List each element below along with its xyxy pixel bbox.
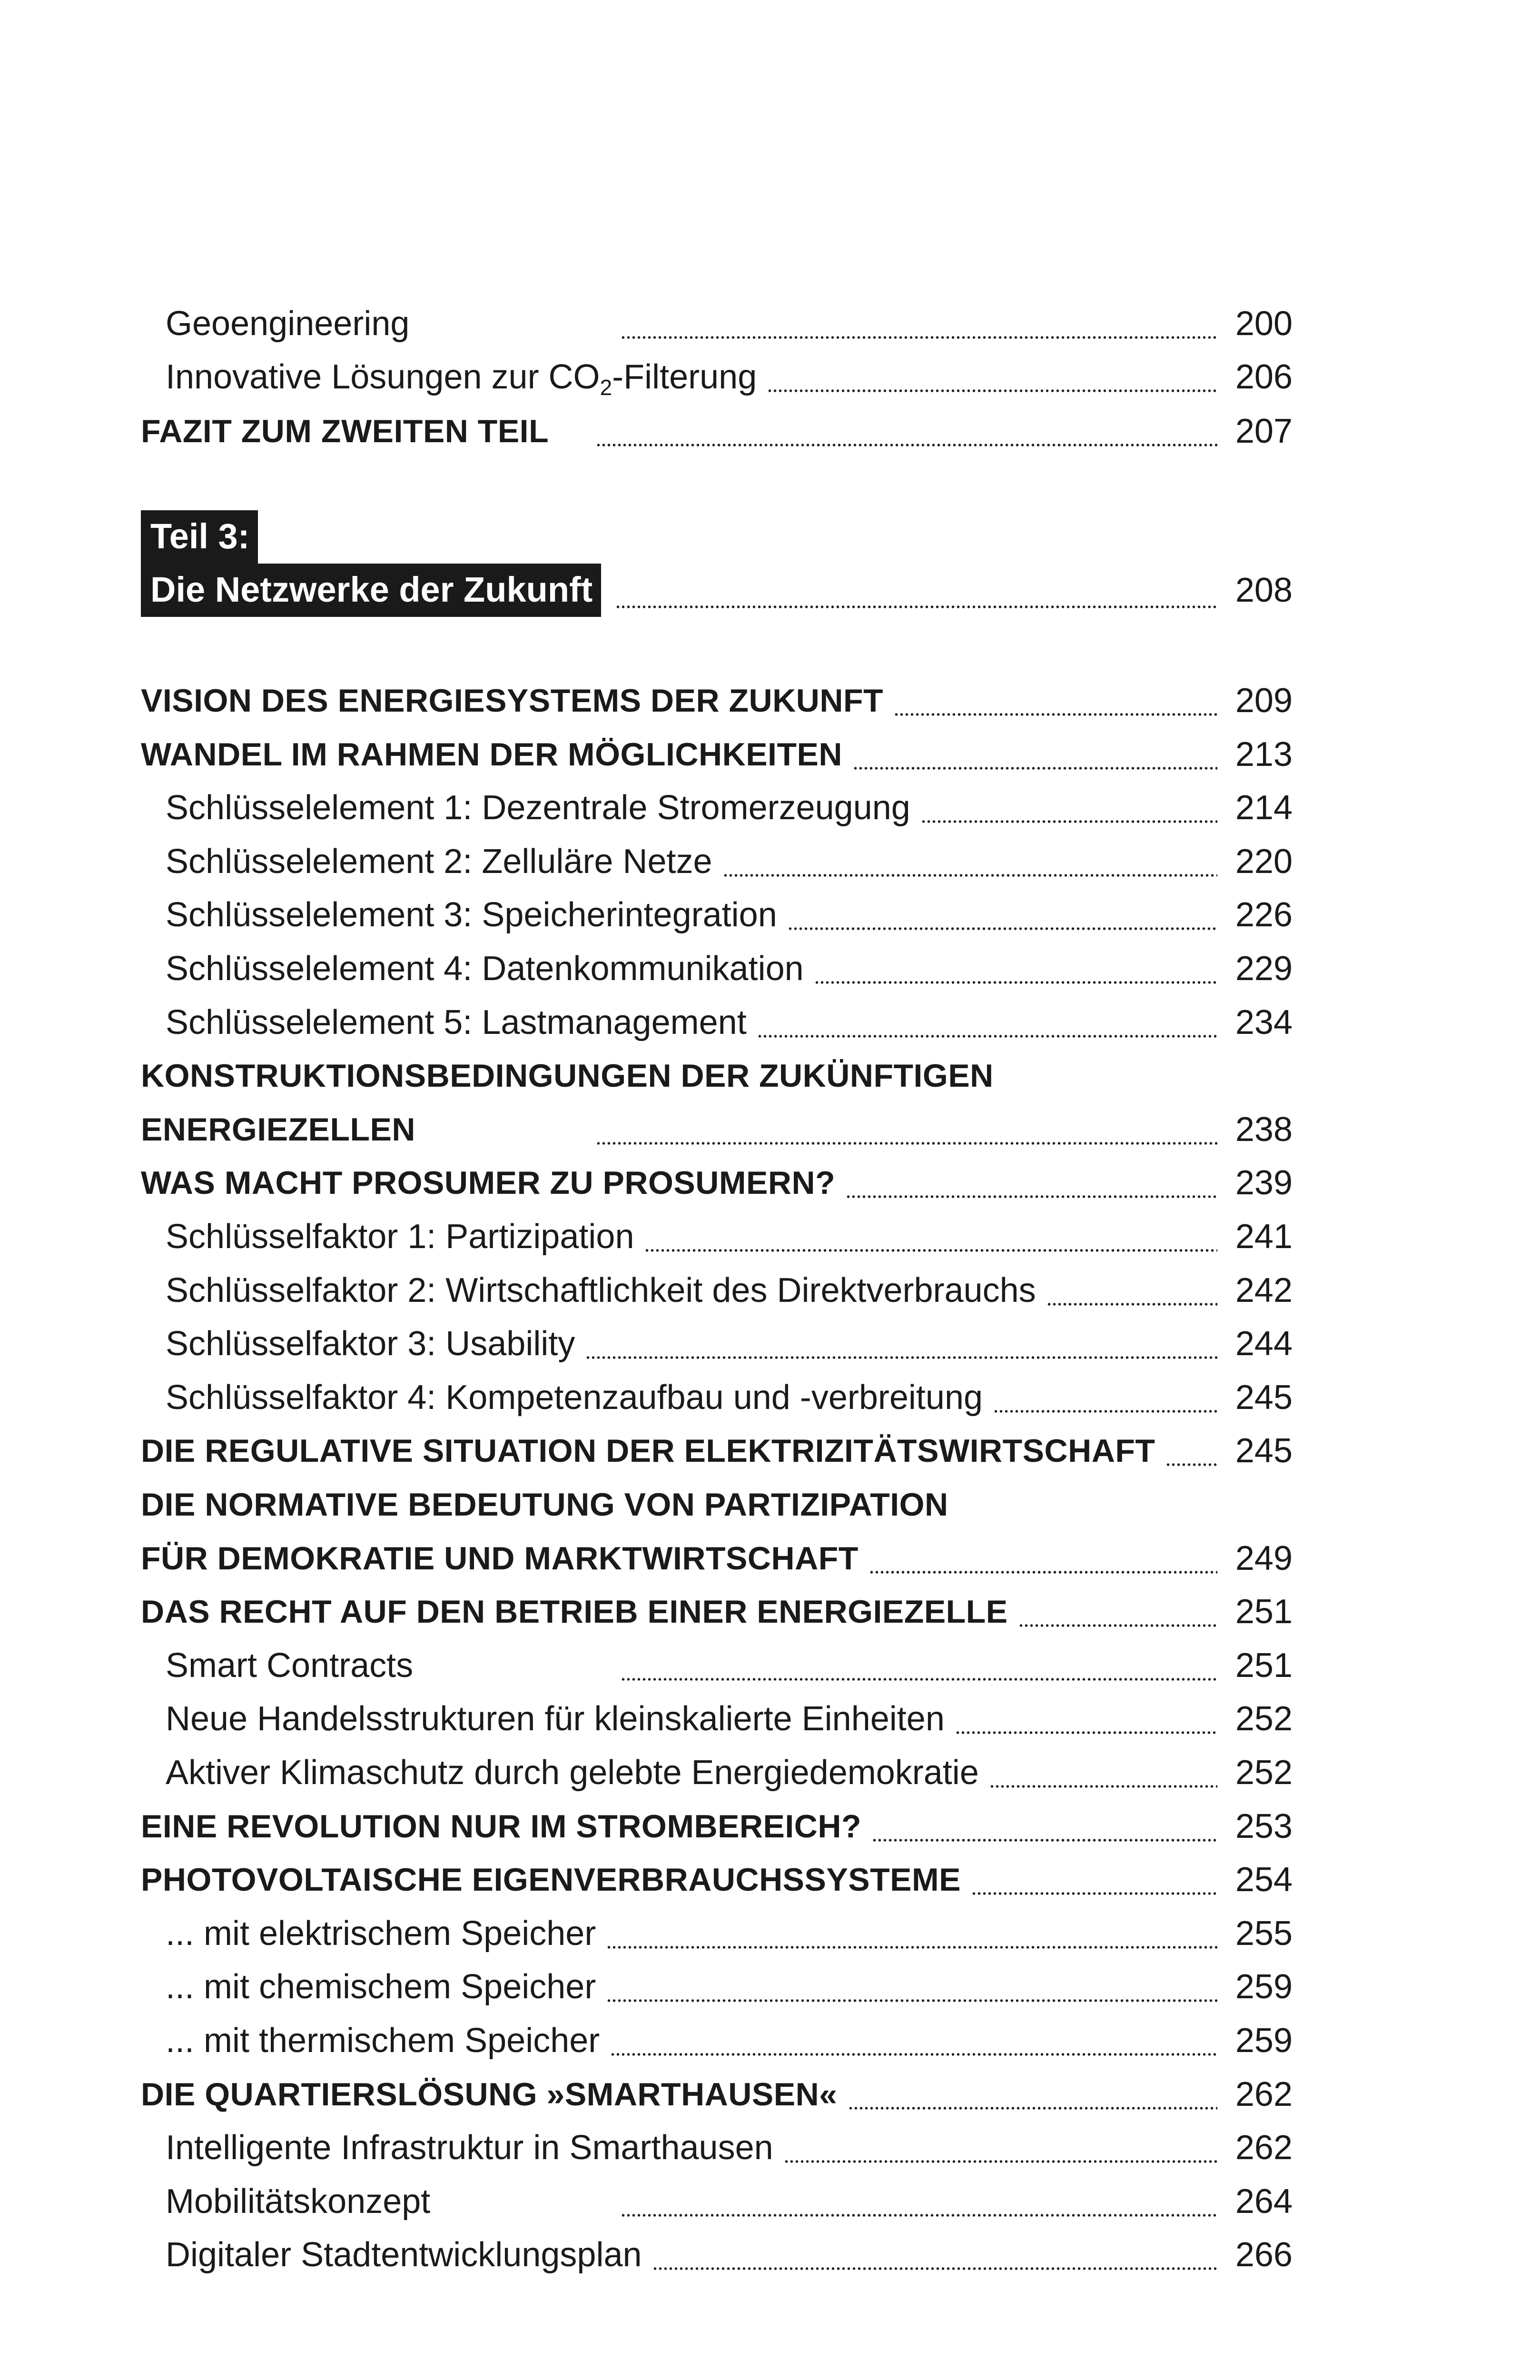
toc-entry-page: 254 — [1235, 1861, 1293, 1899]
toc-entry[interactable] — [141, 2231, 1293, 2279]
dot-leader — [872, 1803, 1217, 1850]
toc-entry-page: 229 — [1235, 950, 1293, 988]
toc-entry-page: 208 — [1235, 571, 1293, 609]
toc-section-entry[interactable] — [141, 2071, 1293, 2118]
dot-leader — [814, 945, 1217, 992]
toc-entry-label: DIE REGULATIVE SITUATION DER ELEKTRIZITÄTSWIRTSCHAFT — [141, 1433, 1155, 1469]
toc-entry-page: 241 — [1235, 1218, 1293, 1256]
toc-entry-label: Schlüsselfaktor 4: Kompetenzaufbau und -verbreitung — [166, 1378, 983, 1417]
toc-entry-label: VISION DES ENERGIESYSTEMS DER ZUKUNFT — [141, 683, 884, 719]
toc-entry-label: Schlüsselfaktor 1: Partizipation — [166, 1218, 634, 1256]
dot-leader — [1165, 1427, 1217, 1475]
dot-leader — [869, 1535, 1217, 1582]
dot-leader — [585, 1320, 1217, 1368]
toc-entry-page: 266 — [1235, 2236, 1293, 2274]
toc-entry-label: ... mit thermischem Speicher — [166, 2022, 600, 2060]
toc-entry-label: PHOTOVOLTAISCHE EIGENVERBRAUCHSSYSTEME — [141, 1862, 961, 1898]
dot-leader — [921, 784, 1217, 832]
toc-entry-label: FÜR DEMOKRATIE UND MARKTWIRTSCHAFT — [141, 1540, 859, 1577]
dot-leader — [610, 2017, 1217, 2064]
dot-leader — [606, 1910, 1217, 1957]
toc-entry-page: 239 — [1235, 1164, 1293, 1202]
toc-section-entry[interactable] — [141, 1106, 1293, 1153]
dot-leader — [767, 353, 1217, 401]
dot-leader — [757, 999, 1217, 1046]
toc-section-entry[interactable] — [141, 1856, 1293, 1904]
dot-leader — [621, 2178, 1217, 2225]
dot-leader — [784, 2124, 1217, 2172]
toc-entry-label: WANDEL IM RAHMEN DER MÖGLICHKEITEN — [141, 736, 842, 773]
dot-leader — [1018, 1588, 1217, 1636]
dot-leader — [971, 1856, 1217, 1904]
toc-entry-page: 220 — [1235, 843, 1293, 881]
toc-section-entry[interactable] — [141, 1481, 1293, 1528]
toc-entry[interactable] — [141, 300, 1293, 347]
dot-leader — [993, 1374, 1217, 1421]
toc-entry-page: 234 — [1235, 1003, 1293, 1041]
toc-entry[interactable] — [141, 353, 1293, 401]
toc-entry-page: 264 — [1235, 2182, 1293, 2221]
toc-entry-label: ENERGIEZELLEN — [141, 1111, 415, 1148]
toc-entry-label: KONSTRUKTIONSBEDINGUNGEN DER ZUKÜNFTIGEN — [141, 1058, 994, 1094]
toc-entry-page: 242 — [1235, 1271, 1293, 1309]
toc-entry-label: Aktiver Klimaschutz durch gelebte Energiedemokratie — [166, 1754, 979, 1792]
toc-entry-page: 226 — [1235, 896, 1293, 934]
toc-entry[interactable] — [141, 999, 1293, 1046]
toc-section-entry[interactable] — [141, 677, 1293, 724]
toc-section-entry[interactable] — [141, 1427, 1293, 1475]
toc-entry-label: Smart Contracts — [166, 1646, 414, 1685]
toc-entry-page: 245 — [1235, 1432, 1293, 1470]
toc-entry-page: 214 — [1235, 789, 1293, 827]
toc-entry-page: 238 — [1235, 1111, 1293, 1149]
toc-entry-page: 209 — [1235, 682, 1293, 720]
toc-entry[interactable] — [141, 1749, 1293, 1796]
toc-entry-label: Schlüsselelement 4: Datenkommunikation — [166, 950, 804, 988]
toc-section-entry[interactable] — [141, 1535, 1293, 1582]
toc-entry[interactable] — [141, 1695, 1293, 1743]
toc-entry-label: Schlüsselfaktor 2: Wirtschaftlichkeit des Direktverbrauchs — [166, 1271, 1036, 1309]
toc-entry-label: FAZIT ZUM ZWEITEN TEIL — [141, 413, 549, 449]
dot-leader — [853, 731, 1217, 778]
toc-entry-label: WAS MACHT PROSUMER ZU PROSUMERN? — [141, 1165, 836, 1201]
toc-entry-label: EINE REVOLUTION NUR IM STROMBEREICH? — [141, 1808, 862, 1844]
toc-entry-page: 244 — [1235, 1325, 1293, 1363]
dot-leader — [644, 1213, 1217, 1260]
toc-entry[interactable] — [141, 838, 1293, 885]
toc-section-entry[interactable] — [141, 1803, 1293, 1850]
toc-entry[interactable] — [141, 2017, 1293, 2064]
toc-section-entry[interactable] — [141, 407, 1293, 455]
toc-entry-label: Schlüsselfaktor 3: Usability — [166, 1325, 575, 1363]
toc-entry-label: Digitaler Stadtentwicklungsplan — [166, 2236, 642, 2274]
dot-leader — [894, 677, 1217, 724]
toc-entry-page: 251 — [1235, 1593, 1293, 1631]
toc-entry[interactable] — [141, 1642, 1293, 1689]
toc-entry[interactable] — [141, 1910, 1293, 1957]
toc-entry[interactable] — [141, 2178, 1293, 2225]
toc-entry-page: 206 — [1235, 358, 1293, 396]
toc-entry-page: 245 — [1235, 1378, 1293, 1417]
dot-leader — [723, 838, 1217, 885]
toc-entry-label: Mobilitätskonzept — [166, 2182, 431, 2221]
toc-section-entry[interactable] — [141, 1052, 1293, 1100]
toc-entry-page: 251 — [1235, 1646, 1293, 1685]
toc-section-entry[interactable] — [141, 1588, 1293, 1636]
toc-entry-label: Intelligente Infrastruktur in Smarthausen — [166, 2129, 773, 2167]
part-title-entry[interactable] — [141, 564, 1293, 617]
toc-entry-label: ... mit chemischem Speicher — [166, 1968, 596, 2006]
toc-entry-label: Schlüsselelement 2: Zelluläre Netze — [166, 843, 712, 881]
toc-entry-page: 255 — [1235, 1914, 1293, 1953]
part-title-heading: Die Netzwerke der Zukunft — [141, 564, 601, 617]
toc-entry-page: 249 — [1235, 1539, 1293, 1577]
dot-leader — [955, 1695, 1217, 1743]
toc-section-entry[interactable] — [141, 731, 1293, 778]
toc-entry[interactable] — [141, 784, 1293, 832]
dot-leader — [652, 2231, 1217, 2279]
toc-entry-page: 213 — [1235, 735, 1293, 774]
toc-entry-label: Geoengineering — [166, 305, 410, 343]
toc-entry[interactable] — [141, 1374, 1293, 1421]
dot-leader — [596, 1106, 1217, 1153]
dot-leader — [788, 891, 1217, 939]
toc-entry-page: 253 — [1235, 1807, 1293, 1845]
part-number-heading: Teil 3: — [141, 510, 258, 564]
toc-entry-page: 259 — [1235, 2022, 1293, 2060]
toc-entry-page: 262 — [1235, 2129, 1293, 2167]
toc-entry-label: Schlüsselelement 1: Dezentrale Stromerzeugung — [166, 789, 910, 827]
toc-entry[interactable] — [141, 1213, 1293, 1260]
dot-leader — [615, 564, 1217, 617]
toc-entry-label: DIE NORMATIVE BEDEUTUNG VON PARTIZIPATION — [141, 1487, 948, 1523]
toc-entry-page: 259 — [1235, 1968, 1293, 2006]
toc-entry[interactable] — [141, 1320, 1293, 1368]
toc-entry-label: DIE QUARTIERSLÖSUNG »SMARTHAUSEN« — [141, 2076, 838, 2112]
toc-entry-page: 200 — [1235, 305, 1293, 343]
toc-entry-label: Neue Handelsstrukturen für kleinskalierte Einheiten — [166, 1700, 945, 1738]
toc-entry[interactable] — [141, 1963, 1293, 2011]
toc-entry-label: Innovative Lösungen zur $CO_2$-Filterung — [166, 358, 757, 400]
toc-entry-page: 252 — [1235, 1700, 1293, 1738]
dot-leader — [621, 300, 1217, 347]
dot-leader — [846, 1159, 1217, 1207]
toc-entry[interactable] — [141, 945, 1293, 992]
toc-entry-label: Schlüsselelement 5: Lastmanagement — [166, 1003, 747, 1041]
toc-entry[interactable] — [141, 1267, 1293, 1314]
toc-entry-page: 252 — [1235, 1754, 1293, 1792]
toc-entry[interactable] — [141, 891, 1293, 939]
toc-entry-label: DAS RECHT AUF DEN BETRIEB EINER ENERGIEZELLE — [141, 1594, 1008, 1630]
dot-leader — [621, 1642, 1217, 1689]
toc-section-entry[interactable] — [141, 1159, 1293, 1207]
dot-leader — [596, 407, 1217, 455]
dot-leader — [1046, 1267, 1217, 1314]
dot-leader — [848, 2071, 1217, 2118]
toc-entry-page: 207 — [1235, 412, 1293, 450]
toc-entry-page: 262 — [1235, 2075, 1293, 2113]
dot-leader — [989, 1749, 1217, 1796]
dot-leader — [606, 1963, 1217, 2011]
toc-entry-label: ... mit elektrischem Speicher — [166, 1914, 596, 1953]
toc-entry[interactable] — [141, 2124, 1293, 2172]
toc-entry-label: Schlüsselelement 3: Speicherintegration — [166, 896, 777, 934]
